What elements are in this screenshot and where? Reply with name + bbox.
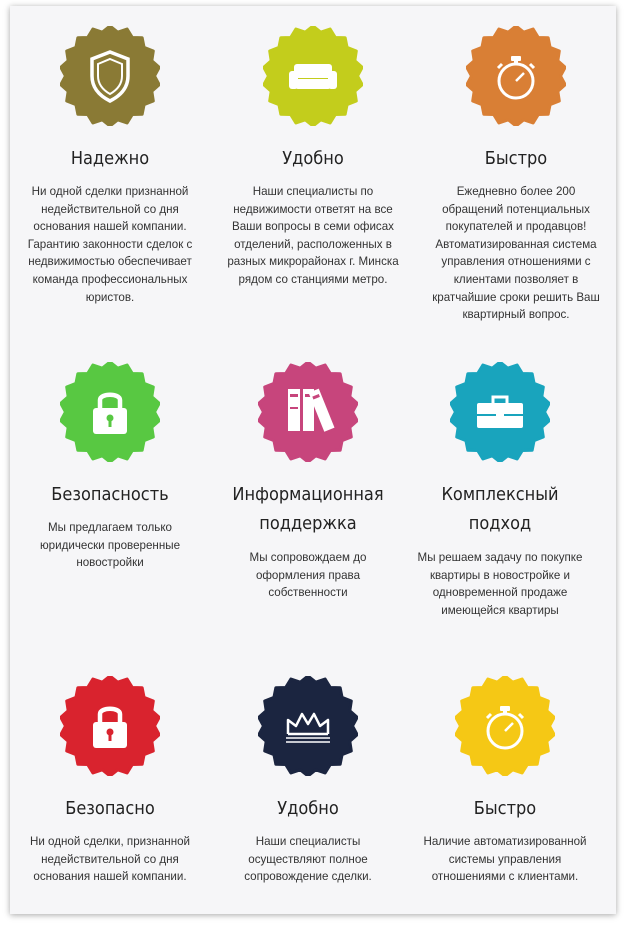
badge-seal: [456, 676, 554, 776]
feature-title: Удобно: [282, 148, 344, 169]
feature-description: Наличие автоматизированной системы управления отношениями с клиентами.: [423, 835, 587, 884]
feature-title: Комплексный подход: [441, 484, 559, 534]
badge-seal: [61, 26, 159, 126]
binders-icon: [258, 362, 358, 462]
shield-icon: [60, 26, 160, 126]
feature-description: Ежедневно более 200 обращений потенциальных покупателей и продавцов! Автоматизированная система управления отношениями с клиентами позволяет в кратчайшие сроки решить Ваш квартирный вопрос.: [432, 185, 600, 322]
feature-title: Надежно: [70, 148, 150, 169]
badge-seal: [259, 676, 357, 776]
badge-seal: [467, 26, 565, 126]
feature-description: Ни одной сделки признанной недействительной со дня основания нашей компании. Гарантию законности сделок с недвижимостью обеспечивает команда профессиональных юристов.: [27, 185, 193, 304]
sofa-icon: [263, 26, 363, 126]
feature-description: Ни одной сделки, признанной недействительной со дня основания нашей компании.: [29, 835, 191, 884]
feature-title: Информационная поддержка: [232, 484, 384, 534]
stopwatch-icon: [466, 26, 566, 126]
padlock-icon: [60, 362, 160, 462]
feature-title: Быстро: [484, 148, 548, 169]
feature-description: Мы решаем задачу по покупке квартиры в новостройке и одновременной продаже имеющейся квартиры: [417, 551, 583, 617]
crown-icon: [258, 676, 358, 776]
feature-badge: [263, 26, 363, 126]
feature-badge: [258, 362, 358, 462]
stopwatch-icon: [455, 676, 555, 776]
padlock-icon: [60, 676, 160, 776]
feature-description: Мы предлагаем только юридически проверенные новостройки: [39, 521, 181, 570]
feature-title: Быстро: [473, 798, 537, 819]
feature-badge: [455, 676, 555, 776]
feature-title: Удобно: [277, 798, 339, 819]
feature-badge: [60, 362, 160, 462]
feature-badge: [258, 676, 358, 776]
feature-badge: [60, 26, 160, 126]
feature-description: Наши специалисты осуществляют полное сопровождение сделки.: [244, 835, 372, 884]
feature-title: Безопасно: [65, 798, 155, 819]
feature-badge: [450, 362, 550, 462]
features-panel: [10, 6, 616, 914]
briefcase-icon: [450, 362, 550, 462]
feature-badge: [60, 676, 160, 776]
feature-description: Мы сопровождаем до оформления права собственности: [249, 551, 367, 600]
feature-title: Безопасность: [51, 484, 169, 505]
feature-description: Наши специалисты по недвижимости ответят на все Ваши вопросы в семи офисах отделений, расположенных в разных микрорайонах г. Минска рядом со станциями метро.: [227, 185, 399, 286]
feature-badge: [466, 26, 566, 126]
